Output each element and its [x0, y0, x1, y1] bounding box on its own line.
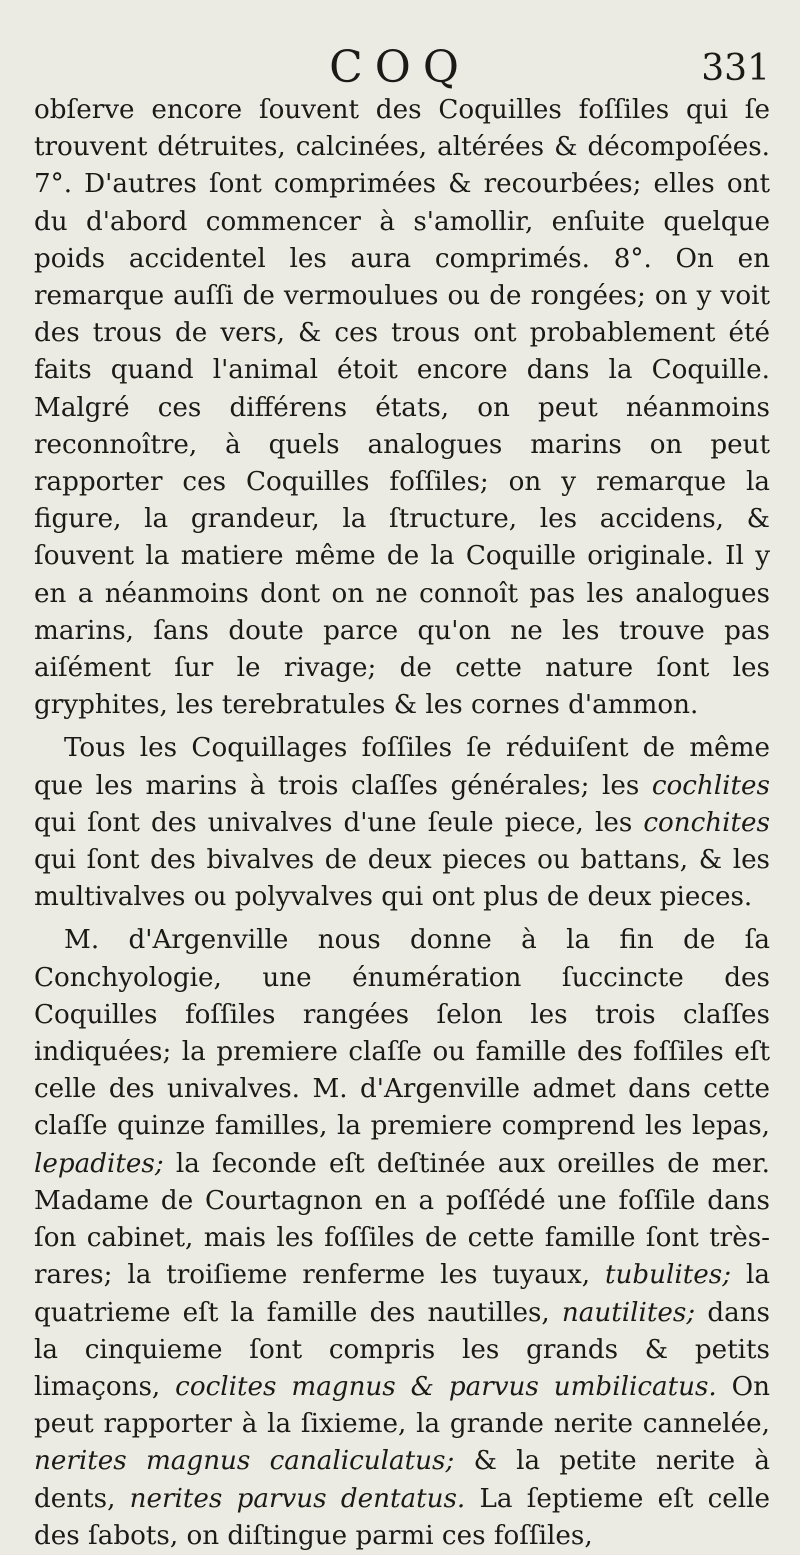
italic-term: nautilites;	[561, 1297, 696, 1328]
text-run: M. d'Argenville nous donne à la fin de ſa Conchyologie, une énumération ſuccincte des Coquilles foſſiles rangées ſelon les trois claſſes indiquées; la premiere claſſe ou famille des foſſiles eſt celle des univalves. M. d'Argenville admet dans cette claſſe quinze familles, la premiere comprend les lepas,	[34, 925, 770, 1142]
text-run: qui ſont des bivalves de deux pieces ou battans, & les multivalves ou polyvalves qui ont plus de deux pieces.	[34, 845, 770, 913]
text-run: On peut rapporter à la ſixieme, la grande nerite cannelée,	[34, 1371, 770, 1440]
text-run: & la petite nerite à dents,	[34, 1446, 770, 1514]
italic-term: cochlites	[651, 770, 770, 801]
italic-term: nerites parvus dentatus.	[129, 1483, 466, 1514]
body-text	[34, 92, 770, 1555]
italic-term: lepadites;	[34, 1148, 164, 1179]
paragraph-1	[34, 92, 770, 724]
text-run: obſerve encore ſouvent des Coquilles foſſiles qui ſe trouvent détruites, calcinées, altérées & décompoſées. 7°. D'autres ſont comprimées & recourbées; elles ont du d'abord commencer à s'amollir, enſuite quelque poids accidentel les aura comprimés. 8°. On en remarque auſſi de vermoulues ou de rongées; on y voit des trous de vers, & ces trous ont probablement été faits quand l'animal étoit encore dans la Coquille. Malgré ces différens états, on peut néanmoins reconnoître, à quels analogues marins on peut rapporter ces Coquilles foſſiles; on y remarque la figure, la grandeur, la ſtructure, les accidens, & ſouvent la matiere même de la Coquille originale. Il y en a néanmoins dont on ne connoît pas les analogues marins, ſans doute parce qu'on ne les trouve pas aiſément ſur le rivage; de cette nature ſont les gryphites, les terebratules & les cornes d'ammon.	[34, 95, 770, 721]
text-run: dans la cinquieme ſont compris les grands & petits limaçons,	[34, 1297, 770, 1402]
text-run: La ſeptieme eſt celle des ſabots, on diſtingue parmi ces foſſiles,	[34, 1483, 770, 1551]
text-run: la ſeconde eſt deſtinée aux oreilles de mer. Madame de Courtagnon en a poſſédé une foſſile dans ſon cabinet, mais les foſſiles de cette famille ſont très-rares; la troiſieme renferme les tuyaux,	[34, 1148, 770, 1291]
paragraph-2	[34, 730, 770, 916]
italic-term: nerites magnus canaliculatus;	[34, 1446, 455, 1477]
page-header	[0, 38, 800, 98]
paragraph-3	[34, 922, 770, 1554]
italic-term: conchites	[643, 807, 770, 838]
text-run: qui ſont des univalves d'une ſeule piece, les	[34, 807, 644, 838]
italic-term: tubulites;	[605, 1260, 732, 1291]
page-number: 331	[701, 48, 770, 89]
text-run: Tous les Coquillages foſſiles ſe réduiſent de même que les marins à trois claſſes générales; les	[34, 733, 770, 801]
italic-term: coclites magnus & parvus umbilicatus.	[175, 1371, 717, 1402]
running-head: COQ	[329, 42, 471, 93]
text-run: la quatrieme eſt la famille des nautilles,	[34, 1260, 770, 1328]
